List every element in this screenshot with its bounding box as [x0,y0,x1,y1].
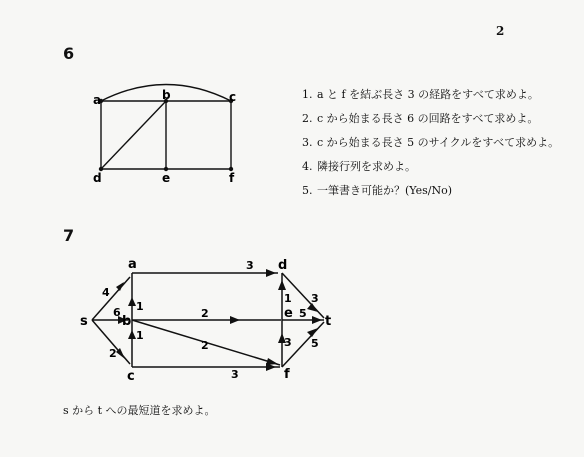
weight-s-a: 4 [102,286,110,299]
weight-a-d: 3 [246,259,254,272]
weight-e-t: 5 [299,307,307,320]
question-item: 5. 一筆書き可能か？(Yes/No) [302,184,452,197]
p7-node-t: t [325,314,332,329]
weight-d-t: 3 [311,292,319,305]
p6-node-c: c [229,90,237,104]
problem-6-question-list [302,86,559,206]
arrow-f-t [307,328,318,337]
arrow-e-d [278,280,286,290]
p7-node-a: a [128,257,137,272]
weight-f-e: 3 [284,336,292,349]
p7-node-c: c [127,369,135,384]
p7-node-f: f [284,367,290,382]
arrow-a-d [266,269,276,277]
problem-7-question: s から t への最短道を求めよ。 [63,404,216,417]
weight-c-f: 3 [231,368,239,381]
p7-node-e: e [284,306,293,321]
weight-b-f: 2 [201,339,209,352]
p6-node-b: b [162,88,171,102]
question-item: 2. c から始まる長さ 6 の回路をすべて求めよ。 [302,112,539,125]
p6-node-d: d [93,171,102,185]
p6-node-f: f [229,171,235,185]
arrow-s-a [116,282,124,291]
arrow-b-e [230,316,240,324]
weight-c-b: 1 [136,329,144,342]
p7-node-d: d [278,258,288,273]
p6-node-e: e [162,171,171,185]
arrow-e-t [312,316,322,324]
arrow-b-a [128,297,136,306]
weight-b-e: 2 [201,307,209,320]
weight-e-d: 1 [284,292,292,305]
p7-node-s: s [80,314,88,329]
page-number: 2 [496,24,505,38]
weight-f-t: 5 [311,337,319,350]
p7-node-b: b [122,314,132,329]
arrow-c-b [128,330,136,339]
weight-s-b: 6 [113,306,121,319]
question-item: 3. c から始まる長さ 5 のサイクルをすべて求めよ。 [302,136,560,149]
weight-b-a: 1 [136,300,144,313]
question-item: 1. a と f を結ぶ長さ 3 の経路をすべて求めよ。 [302,88,539,101]
problem-7-number: 7 [63,226,75,245]
problem-6-number: 6 [63,44,75,63]
question-item: 4. 隣接行列を求めよ。 [302,160,416,173]
p6-node-a: a [93,93,102,107]
weight-s-c: 2 [109,347,117,360]
